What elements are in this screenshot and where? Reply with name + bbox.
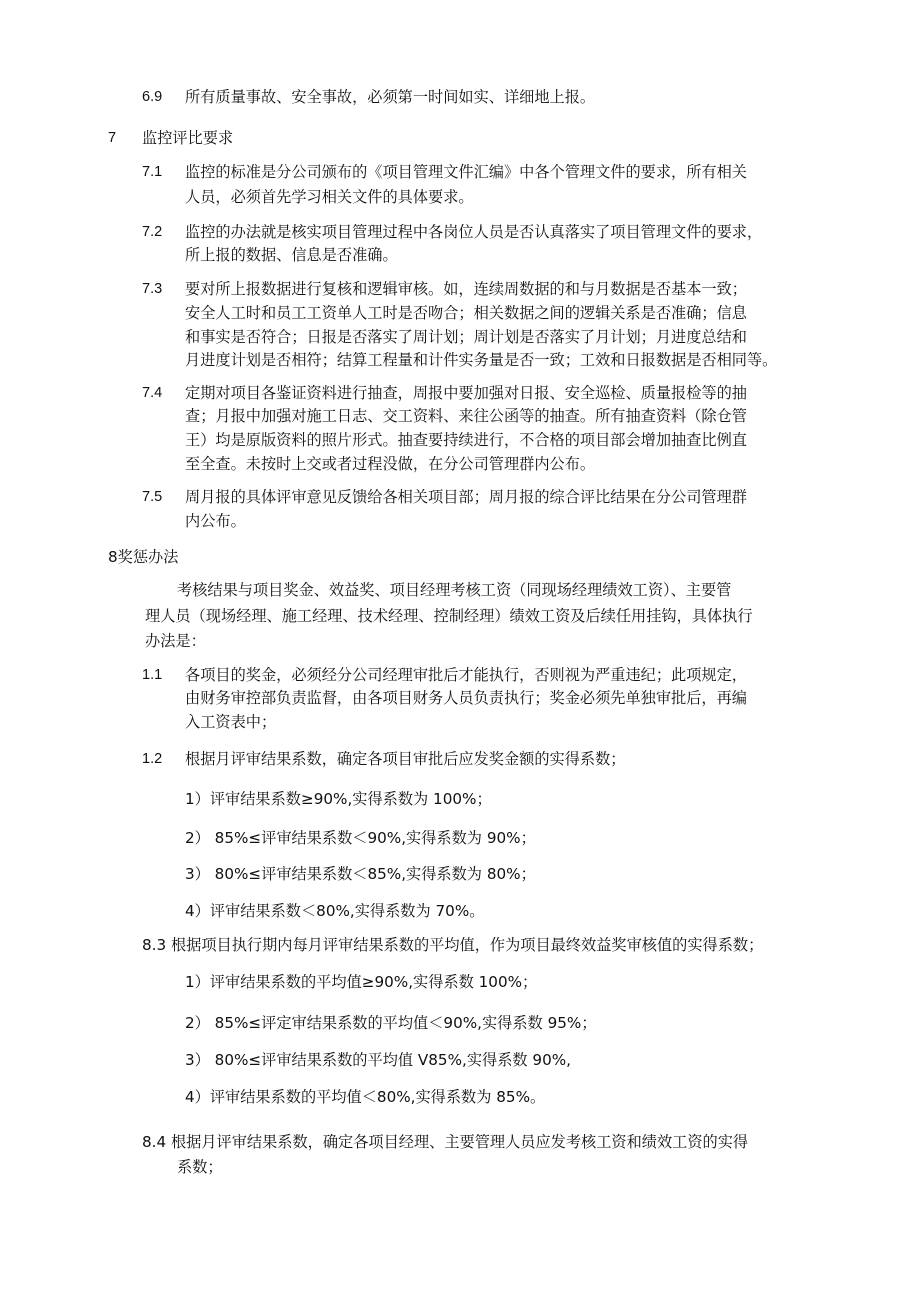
sub-item: 4）评审结果系数＜80%,实得系数为 70%。 — [185, 902, 485, 920]
clause-text: 由财务审控部负责监督，由各项目财务人员负责执行；奖金必须先单独审批后，再编 — [185, 689, 747, 707]
clause-text: 至全查。未按时上交或者过程没做，在分公司管理群内公布。 — [185, 455, 596, 473]
clause-text: 查；月报中加强对施工日志、交工资料、来往公函等的抽查。所有抽查资料（除仓管 — [185, 407, 747, 425]
clause-number: 7.3 — [142, 281, 163, 297]
clause-text: 监控的办法就是核实项目管理过程中各岗位人员是否认真落实了项目管理文件的要求， — [185, 223, 763, 241]
clause-text: 所上报的数据、信息是否准确。 — [185, 246, 398, 264]
clause-text: 安全人工时和员工工资单人工时是否吻合；相关数据之间的逻辑关系是否准确；信息 — [185, 304, 747, 322]
clause-text: 8.4 根据月评审结果系数，确定各项目经理、主要管理人员应发考核工资和绩效工资的实得 — [142, 1133, 749, 1151]
clause-text: 系数； — [177, 1158, 223, 1176]
paragraph-line: 理人员（现场经理、施工经理、技术经理、控制经理）绩效工资及后续任用挂钩，具体执行 — [145, 607, 753, 625]
clause-text: 和事实是否符合；日报是否落实了周计划；周计划是否落实了月计划；月进度总结和 — [185, 328, 747, 346]
clause-text: 根据月评审结果系数，确定各项目审批后应发奖金额的实得系数； — [185, 750, 626, 768]
clause-number: 7.5 — [142, 489, 163, 505]
clause-text: 入工资表中； — [185, 713, 277, 731]
clause-number: 1.2 — [142, 751, 163, 767]
sub-item: 3） 80%≤评审结果系数的平均值 V85%,实得系数 90%, — [185, 1051, 571, 1069]
clause-text: 定期对项目各鉴证资料进行抽查，周报中要加强对日报、安全巡检、质量报检等的抽 — [185, 384, 747, 402]
clause-number: 7.4 — [142, 385, 163, 401]
section-title: 8奖惩办法 — [108, 548, 179, 566]
clause-text: 要对所上报数据进行复核和逻辑审核。如，连续周数据的和与月数据是否基本一致； — [185, 280, 747, 298]
sub-item: 4）评审结果系数的平均值＜80%,实得系数为 85%。 — [185, 1088, 546, 1106]
clause-text: 内公布。 — [185, 512, 246, 530]
clause-text: 各项目的奖金，必须经分公司经理审批后才能执行，否则视为严重违纪；此项规定， — [185, 666, 747, 684]
clause-number: 6.9 — [142, 89, 163, 105]
clause-text: 人员，必须首先学习相关文件的具体要求。 — [185, 188, 474, 206]
section-title: 监控评比要求 — [142, 129, 234, 147]
sub-item: 1）评审结果系数的平均值≥90%,实得系数 100%； — [185, 973, 538, 991]
sub-item: 1）评审结果系数≥90%,实得系数为 100%； — [185, 790, 492, 808]
clause-text: 周月报的具体评审意见反馈给各相关项目部；周月报的综合评比结果在分公司管理群 — [185, 488, 747, 506]
paragraph-line: 考核结果与项目奖金、效益奖、项目经理考核工资（同现场经理绩效工资）、主要管 — [177, 581, 732, 599]
clause-number: 1.1 — [142, 667, 163, 683]
clause-text: 月进度计划是否相符；结算工程量和计件实务量是否一致；工效和日报数据是否相同等。 — [185, 351, 778, 369]
clause-number: 7.1 — [142, 164, 163, 180]
section-number: 7 — [108, 130, 117, 146]
clause-text: 监控的标准是分公司颁布的《项目管理文件汇编》中各个管理文件的要求，所有相关 — [185, 163, 747, 181]
clause-text: 所有质量事故、安全事故，必须第一时间如实、详细地上报。 — [185, 88, 596, 106]
sub-item: 2） 85%≤评审结果系数＜90%,实得系数为 90%； — [185, 829, 536, 847]
paragraph-line: 办法是： — [145, 632, 206, 650]
sub-item: 3） 80%≤评审结果系数＜85%,实得系数为 80%； — [185, 865, 536, 883]
clause-number: 7.2 — [142, 224, 163, 240]
clause-text: 王）均是原版资料的照片形式。抽查要持续进行，不合格的项目部会增加抽查比例直 — [185, 431, 747, 449]
clause-text: 8.3 根据项目执行期内每月评审结果系数的平均值，作为项目最终效益奖审核值的实得系数； — [142, 936, 764, 954]
sub-item: 2） 85%≤评定审结果系数的平均值＜90%,实得系数 95%； — [185, 1014, 597, 1032]
